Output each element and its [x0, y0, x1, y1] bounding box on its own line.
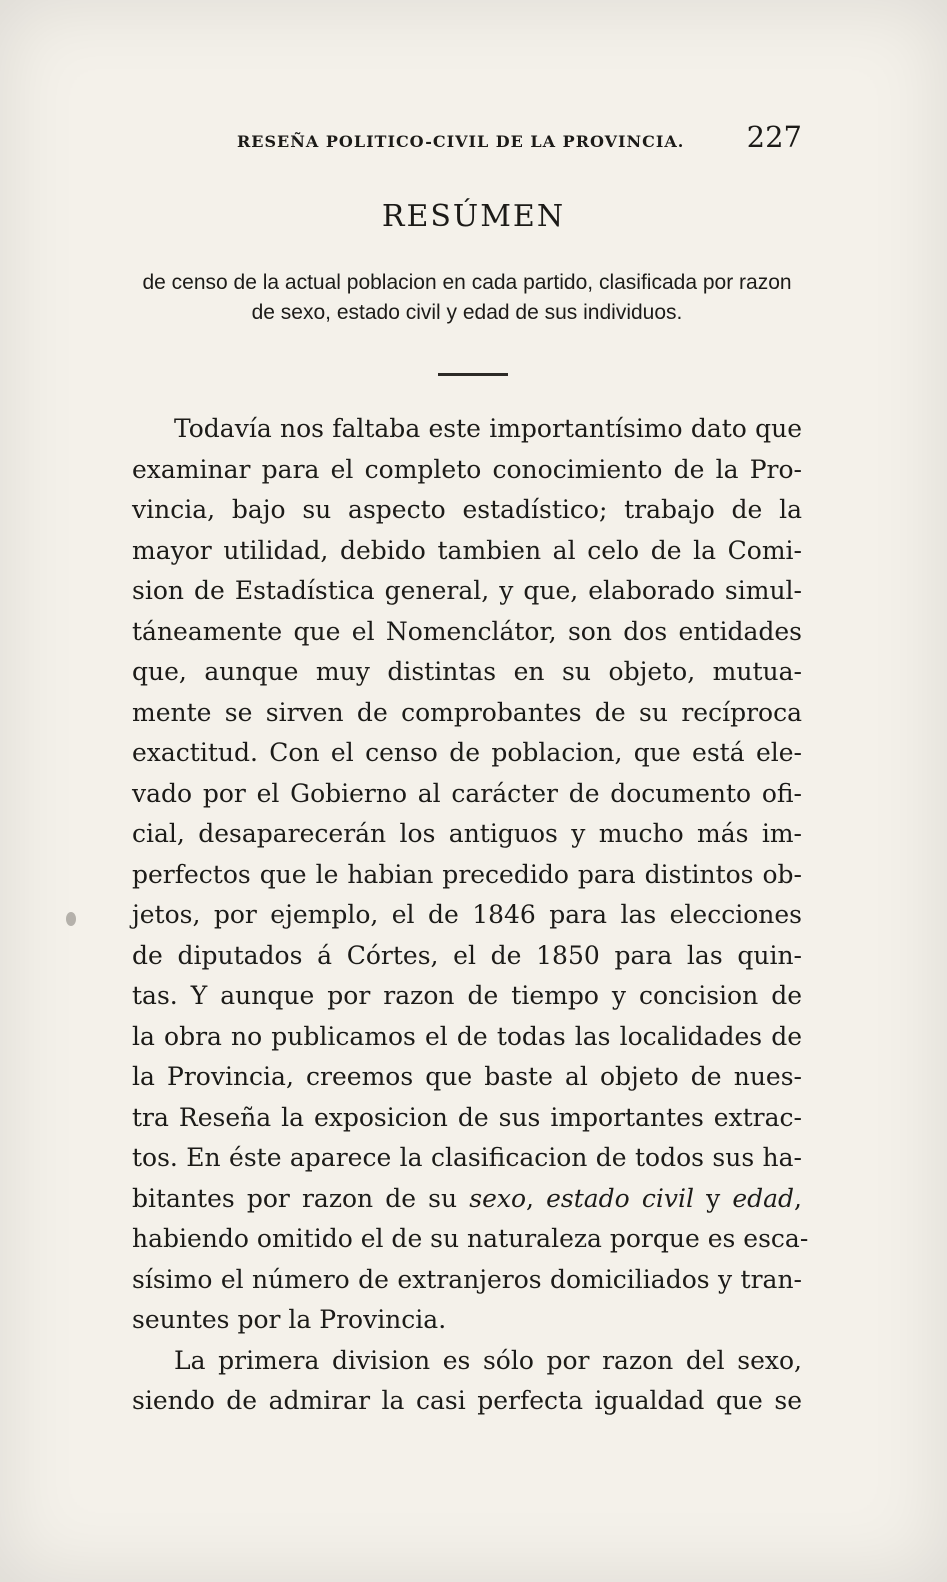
text-run: bitantes por razon de su — [132, 1183, 470, 1213]
text-line: tos. En éste aparece la clasificacion de todos sus ha- — [132, 1143, 802, 1172]
text-line: la obra no publicamos el de todas las localidades de — [132, 1021, 802, 1051]
text-line: mayor utilidad, debido tambien al celo de la Comi- — [132, 535, 802, 565]
text-line: mente se sirven de comprobantes de su recíproca — [132, 697, 802, 727]
text-line: habiendo omitido el de su naturaleza porque es esca- — [132, 1224, 809, 1253]
subtitle-line: de sexo, estado civil y edad de sus individuos. — [251, 301, 683, 324]
text-line: de diputados á Córtes, el de 1850 para las quin- — [132, 940, 802, 970]
italic-term-estado-civil: estado civil — [546, 1183, 694, 1213]
text-run: , — [794, 1183, 802, 1213]
text-line: La primera division es sólo por razon del sexo, — [174, 1345, 802, 1375]
text-line: sion de Estadística general, y que, elaborado simul- — [132, 576, 802, 605]
text-line: tas. Y aunque por razon de tiempo y concision de — [132, 981, 802, 1010]
text-line: seuntes por la Provincia. — [132, 1305, 447, 1334]
text-line: perfectos que le habian precedido para distintos ob- — [132, 859, 802, 889]
ink-blot — [66, 912, 76, 926]
page-header — [237, 120, 802, 160]
text-line: vado por el Gobierno al carácter de documento ofi- — [132, 778, 802, 808]
text-line: Todavía nos faltaba este importantísimo dato que — [174, 414, 802, 443]
text-line: exactitud. Con el censo de poblacion, que está ele- — [132, 738, 802, 767]
body-text — [132, 409, 809, 1422]
section-divider — [438, 373, 508, 376]
text-line: táneamente que el Nomenclátor, son dos entidades — [132, 616, 802, 646]
text-line-italic — [132, 1179, 802, 1220]
text-line: que, aunque muy distintas en su objeto, mutua- — [132, 657, 802, 686]
text-line: tra Reseña la exposicion de sus importantes extrac- — [132, 1102, 802, 1132]
subtitle-line: de censo de la actual poblacion en cada partido, clasificada por razon — [142, 271, 792, 294]
text-run: y — [693, 1183, 733, 1213]
page-number: 227 — [746, 120, 802, 154]
text-run: , — [526, 1183, 547, 1213]
section-title: RESÚMEN — [381, 199, 566, 234]
italic-term-edad: edad — [732, 1183, 795, 1213]
paragraph — [132, 409, 809, 1341]
text-line: la Provincia, creemos que baste al objeto de nues- — [132, 1062, 802, 1091]
text-line: sísimo el número de extranjeros domiciliados y tran- — [132, 1264, 802, 1294]
italic-term-sexo: sexo — [469, 1183, 527, 1213]
paragraph — [132, 1341, 802, 1422]
section-subtitle — [132, 268, 802, 328]
text-line: vincia, bajo su aspecto estadístico; trabajo de la — [132, 495, 802, 524]
text-line: siendo de admirar la casi perfecta igualdad que se — [132, 1386, 802, 1415]
running-head: RESEÑA POLITICO-CIVIL DE LA PROVINCIA. — [237, 132, 685, 151]
text-line: examinar para el completo conocimiento de la Pro- — [132, 454, 802, 484]
text-line: cial, desaparecerán los antiguos y mucho más im- — [132, 819, 802, 848]
text-line: jetos, por ejemplo, el de 1846 para las elecciones — [132, 900, 802, 929]
